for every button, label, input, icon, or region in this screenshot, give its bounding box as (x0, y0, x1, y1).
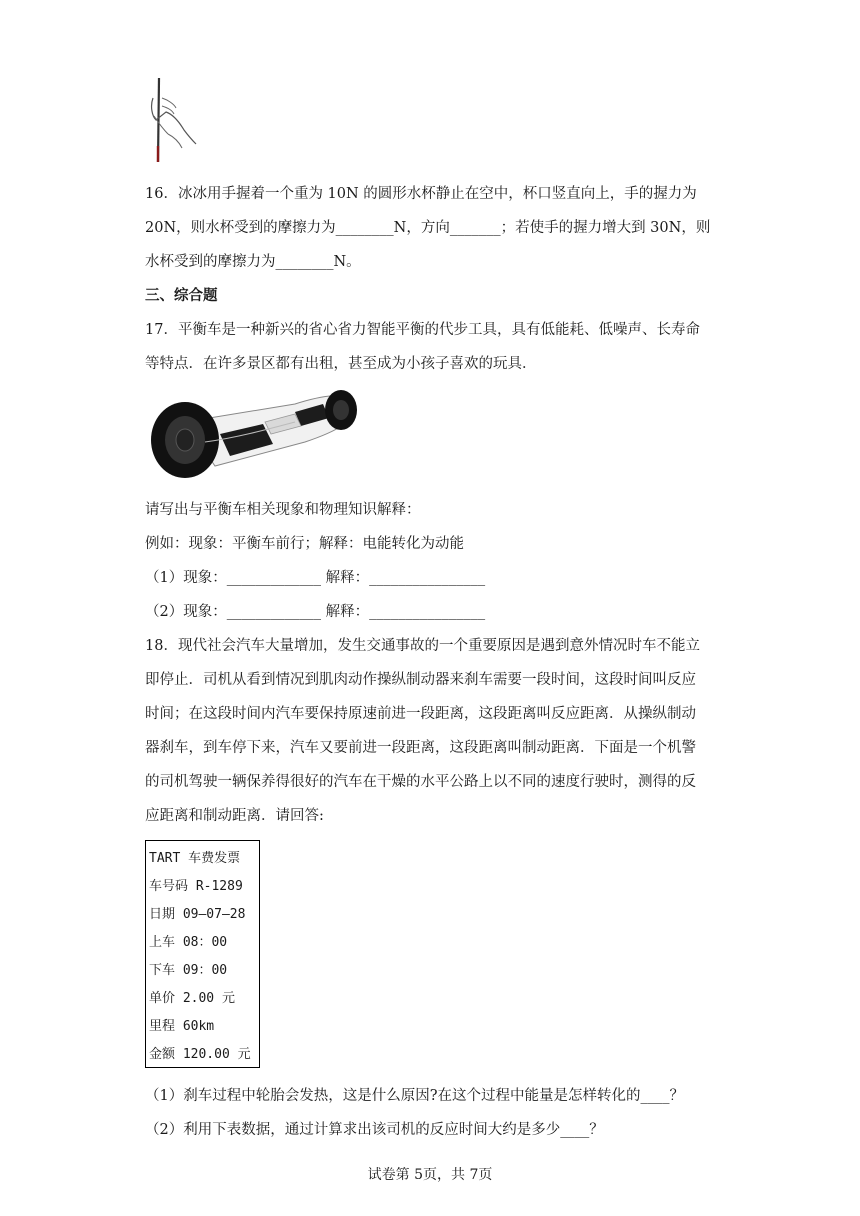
q16-line-2: 20N，则水杯受到的摩擦力为________N，方向_______；若使手的握力增大到 30N，则 (145, 220, 711, 236)
q17-prompt: 请写出与平衡车相关现象和物理知识解释： (145, 502, 421, 518)
q18-sub-2: （2）利用下表数据，通过计算求出该司机的反应时间大约是多少____？ (145, 1122, 604, 1138)
receipt-date: 日期 09—07—28 (149, 907, 246, 922)
receipt-mileage: 里程 60km (149, 1019, 215, 1034)
receipt-board-time: 上车 08：00 (149, 935, 228, 950)
q17-line-1: 17．平衡车是一种新兴的省心省力智能平衡的代步工具，具有低能耗、低噪声、长寿命 (145, 322, 700, 338)
q17-line-2: 等特点．在许多景区都有出租，甚至成为小孩子喜欢的玩具． (145, 356, 537, 372)
taxi-receipt (145, 840, 260, 1068)
q18-sub-1: （1）刹车过程中轮胎会发热，这是什么原因?在这个过程中能量是怎样转化的____？ (145, 1088, 684, 1104)
page-footer: 试卷第 5页，共 7页 (367, 1167, 493, 1183)
receipt-unit-price: 单价 2.00 元 (149, 991, 235, 1006)
hand-holding-pen-figure (148, 76, 200, 168)
receipt-title: TART 车费发票 (149, 851, 241, 866)
q16-line-1: 16．冰冰用手握着一个重为 10N 的圆形水杯静止在空中，杯口竖直向上，手的握力为 (145, 186, 697, 202)
q18-line-6: 应距离和制动距离．请回答: (145, 808, 324, 824)
q18-line-1: 18．现代社会汽车大量增加，发生交通事故的一个重要原因是遇到意外情况时车不能立 (145, 638, 700, 654)
q18-line-4: 器刹车，到车停下来，汽车又要前进一段距离，这段距离叫制动距离．下面是一个机警 (145, 740, 696, 756)
q18-line-3: 时间；在这段时间内汽车要保持原速前进一段距离，这段距离叫反应距离．从操纵制动 (145, 706, 696, 722)
balance-scooter-figure (145, 382, 365, 482)
q17-item-1: （1）现象：_____________ 解释：________________ (145, 570, 486, 586)
q18-line-5: 的司机驾驶一辆保养得很好的汽车在干燥的水平公路上以不同的速度行驶时，测得的反 (145, 774, 696, 790)
receipt-alight-time: 下车 09：00 (149, 963, 228, 978)
q16-line-3: 水杯受到的摩擦力为________N。 (145, 254, 361, 270)
q18-line-2: 即停止．司机从看到情况到肌肉动作操纵制动器来刹车需要一段时间，这段时间叫反应 (145, 672, 696, 688)
receipt-amount: 金额 120.00 元 (149, 1047, 251, 1062)
section-heading: 三、综合题 (145, 288, 218, 304)
receipt-car-number: 车号码 R-1289 (149, 879, 243, 894)
q17-example: 例如：现象：平衡车前行；解释：电能转化为动能 (145, 536, 464, 552)
q17-item-2: （2）现象：_____________ 解释：________________ (145, 604, 486, 620)
